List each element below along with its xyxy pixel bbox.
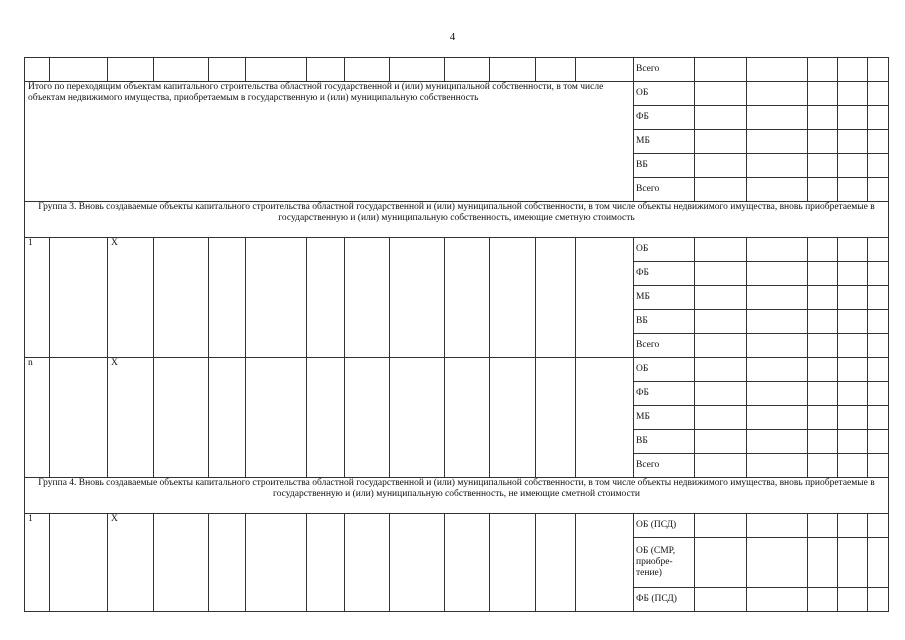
- empty-cell: [345, 514, 390, 612]
- value-cell: [747, 130, 808, 154]
- empty-cell: [154, 358, 209, 478]
- empty-cell: [490, 58, 536, 82]
- empty-cell: [576, 58, 634, 82]
- value-cell: [695, 262, 747, 286]
- empty-cell: [345, 58, 390, 82]
- value-cell: [808, 406, 838, 430]
- value-cell: [747, 430, 808, 454]
- value-cell: [695, 106, 747, 130]
- value-cell: [695, 454, 747, 478]
- empty-cell: [154, 514, 209, 612]
- empty-cell: [445, 514, 490, 612]
- value-cell: [747, 358, 808, 382]
- empty-cell: [445, 238, 490, 358]
- empty-cell: [576, 358, 634, 478]
- value-cell: [838, 82, 868, 106]
- value-cell: [695, 238, 747, 262]
- value-cell: [838, 178, 868, 202]
- value-cell: [695, 382, 747, 406]
- empty-cell: [390, 238, 445, 358]
- value-cell: [838, 514, 868, 538]
- empty-cell: [154, 58, 209, 82]
- value-cell: [868, 454, 889, 478]
- value-cell: [838, 382, 868, 406]
- value-cell: [838, 406, 868, 430]
- x-mark: Х: [108, 358, 154, 478]
- value-cell: [695, 154, 747, 178]
- value-cell: [868, 588, 889, 612]
- funding-source-cell: МБ: [634, 286, 695, 310]
- empty-cell: [345, 238, 390, 358]
- empty-cell: [50, 514, 108, 612]
- empty-cell: [246, 358, 307, 478]
- value-cell: [868, 238, 889, 262]
- value-cell: [747, 588, 808, 612]
- group-header-row: [25, 202, 889, 238]
- value-cell: [747, 382, 808, 406]
- value-cell: [747, 238, 808, 262]
- empty-cell: [536, 238, 576, 358]
- value-cell: [695, 82, 747, 106]
- value-cell: [808, 106, 838, 130]
- funding-source-cell: Всего: [634, 334, 695, 358]
- group-header-row: [25, 478, 889, 514]
- value-cell: [747, 82, 808, 106]
- funding-source-cell: Всего: [634, 178, 695, 202]
- value-cell: [747, 154, 808, 178]
- row-number: 1: [25, 238, 50, 358]
- value-cell: [868, 130, 889, 154]
- value-cell: [838, 262, 868, 286]
- empty-cell: [307, 238, 345, 358]
- group-title: Группа 4. Вновь создаваемые объекты капитального строительства областной государственной и (или) муниципальной собственности, в том числе объекты недвижимого имущества, вновь приобретаемые в государственную и (или) муниципальную собственность, не имеющие сметной стоимости: [25, 478, 889, 514]
- empty-cell: [390, 358, 445, 478]
- total-label: Итого по переходящим объектам капитального строительства областной государственной и (или) муниципальной собственности, в том числе объектам недвижимого имущества, приобретаемым в государственную и (или) муниципальную собственность: [25, 82, 634, 202]
- value-cell: [695, 358, 747, 382]
- value-cell: [838, 238, 868, 262]
- empty-cell: [154, 238, 209, 358]
- value-cell: [868, 538, 889, 588]
- value-cell: [838, 538, 868, 588]
- object-row: [25, 358, 889, 382]
- empty-cell: [246, 514, 307, 612]
- value-cell: [808, 454, 838, 478]
- funding-source-cell: ФБ: [634, 382, 695, 406]
- value-cell: [838, 130, 868, 154]
- value-cell: [838, 454, 868, 478]
- value-cell: [808, 382, 838, 406]
- funding-source-cell: ОБ (СМР, приобре-тение): [634, 538, 695, 588]
- empty-cell: [490, 238, 536, 358]
- value-cell: [695, 334, 747, 358]
- group-title: Группа 3. Вновь создаваемые объекты капитального строительства областной государственной и (или) муниципальной собственности, в том числе объекты недвижимого имущества, вновь приобретаемые в государственную и (или) муниципальную собственность, имеющие сметную стоимость: [25, 202, 889, 238]
- value-cell: [695, 178, 747, 202]
- value-cell: [808, 538, 838, 588]
- value-cell: [868, 406, 889, 430]
- value-cell: [868, 358, 889, 382]
- empty-cell: [209, 358, 246, 478]
- funding-source-cell: ОБ: [634, 238, 695, 262]
- value-cell: [868, 310, 889, 334]
- value-cell: [868, 82, 889, 106]
- funding-source-cell: ФБ: [634, 106, 695, 130]
- object-row: [25, 514, 889, 538]
- funding-source-cell: ФБ: [634, 262, 695, 286]
- funding-source-cell: Всего: [634, 454, 695, 478]
- funding-source-cell: ВБ: [634, 154, 695, 178]
- value-cell: [868, 154, 889, 178]
- row-number: n: [25, 358, 50, 478]
- value-cell: [838, 286, 868, 310]
- value-cell: [808, 358, 838, 382]
- table-body: [25, 58, 889, 612]
- value-cell: [695, 430, 747, 454]
- value-cell: [808, 430, 838, 454]
- funding-source-cell: МБ: [634, 130, 695, 154]
- value-cell: [747, 310, 808, 334]
- empty-cell: [490, 514, 536, 612]
- x-mark: Х: [108, 514, 154, 612]
- value-cell: [868, 286, 889, 310]
- value-cell: [747, 178, 808, 202]
- empty-cell: [390, 58, 445, 82]
- value-cell: [695, 286, 747, 310]
- value-cell: [808, 130, 838, 154]
- empty-cell: [246, 238, 307, 358]
- value-cell: [747, 538, 808, 588]
- row-number: 1: [25, 514, 50, 612]
- value-cell: [747, 406, 808, 430]
- empty-cell: [25, 58, 50, 82]
- value-cell: [695, 514, 747, 538]
- value-cell: [838, 430, 868, 454]
- empty-cell: [246, 58, 307, 82]
- value-cell: [695, 58, 747, 82]
- value-cell: [838, 106, 868, 130]
- empty-cell: [345, 358, 390, 478]
- empty-cell: [490, 358, 536, 478]
- value-cell: [808, 310, 838, 334]
- empty-cell: [536, 514, 576, 612]
- value-cell: [808, 588, 838, 612]
- total-row: [25, 82, 889, 106]
- value-cell: [695, 130, 747, 154]
- value-cell: [747, 262, 808, 286]
- value-cell: [747, 514, 808, 538]
- value-cell: [808, 178, 838, 202]
- value-cell: [838, 358, 868, 382]
- x-mark: Х: [108, 238, 154, 358]
- value-cell: [868, 58, 889, 82]
- funding-source-cell: ФБ (ПСД): [634, 588, 695, 612]
- funding-source-cell: ОБ: [634, 358, 695, 382]
- value-cell: [868, 382, 889, 406]
- value-cell: [808, 58, 838, 82]
- value-cell: [695, 538, 747, 588]
- value-cell: [868, 178, 889, 202]
- value-cell: [808, 514, 838, 538]
- empty-cell: [307, 358, 345, 478]
- empty-cell: [50, 238, 108, 358]
- empty-cell: [390, 514, 445, 612]
- value-cell: [747, 58, 808, 82]
- empty-cell: [445, 58, 490, 82]
- value-cell: [868, 106, 889, 130]
- continuation-row: [25, 58, 889, 82]
- value-cell: [747, 286, 808, 310]
- empty-cell: [50, 58, 108, 82]
- empty-cell: [50, 358, 108, 478]
- empty-cell: [209, 238, 246, 358]
- budget-table: [24, 57, 889, 612]
- empty-cell: [209, 514, 246, 612]
- value-cell: [808, 154, 838, 178]
- funding-source-cell: МБ: [634, 406, 695, 430]
- empty-cell: [445, 358, 490, 478]
- value-cell: [868, 430, 889, 454]
- value-cell: [868, 334, 889, 358]
- empty-cell: [536, 58, 576, 82]
- value-cell: [695, 310, 747, 334]
- empty-cell: [209, 58, 246, 82]
- value-cell: [838, 588, 868, 612]
- page-number: 4: [449, 31, 456, 43]
- value-cell: [868, 262, 889, 286]
- value-cell: [808, 238, 838, 262]
- value-cell: [838, 58, 868, 82]
- empty-cell: [576, 514, 634, 612]
- funding-source-cell: Всего: [634, 58, 695, 82]
- value-cell: [808, 334, 838, 358]
- value-cell: [695, 406, 747, 430]
- value-cell: [747, 106, 808, 130]
- empty-cell: [307, 514, 345, 612]
- funding-source-cell: ОБ: [634, 82, 695, 106]
- empty-cell: [108, 58, 154, 82]
- value-cell: [838, 310, 868, 334]
- object-row: [25, 238, 889, 262]
- value-cell: [747, 334, 808, 358]
- value-cell: [808, 286, 838, 310]
- value-cell: [808, 82, 838, 106]
- value-cell: [808, 262, 838, 286]
- value-cell: [868, 514, 889, 538]
- value-cell: [838, 334, 868, 358]
- empty-cell: [307, 58, 345, 82]
- empty-cell: [536, 358, 576, 478]
- empty-cell: [576, 238, 634, 358]
- funding-source-cell: ВБ: [634, 430, 695, 454]
- value-cell: [747, 454, 808, 478]
- value-cell: [838, 154, 868, 178]
- funding-source-cell: ВБ: [634, 310, 695, 334]
- funding-source-cell: ОБ (ПСД): [634, 514, 695, 538]
- value-cell: [695, 588, 747, 612]
